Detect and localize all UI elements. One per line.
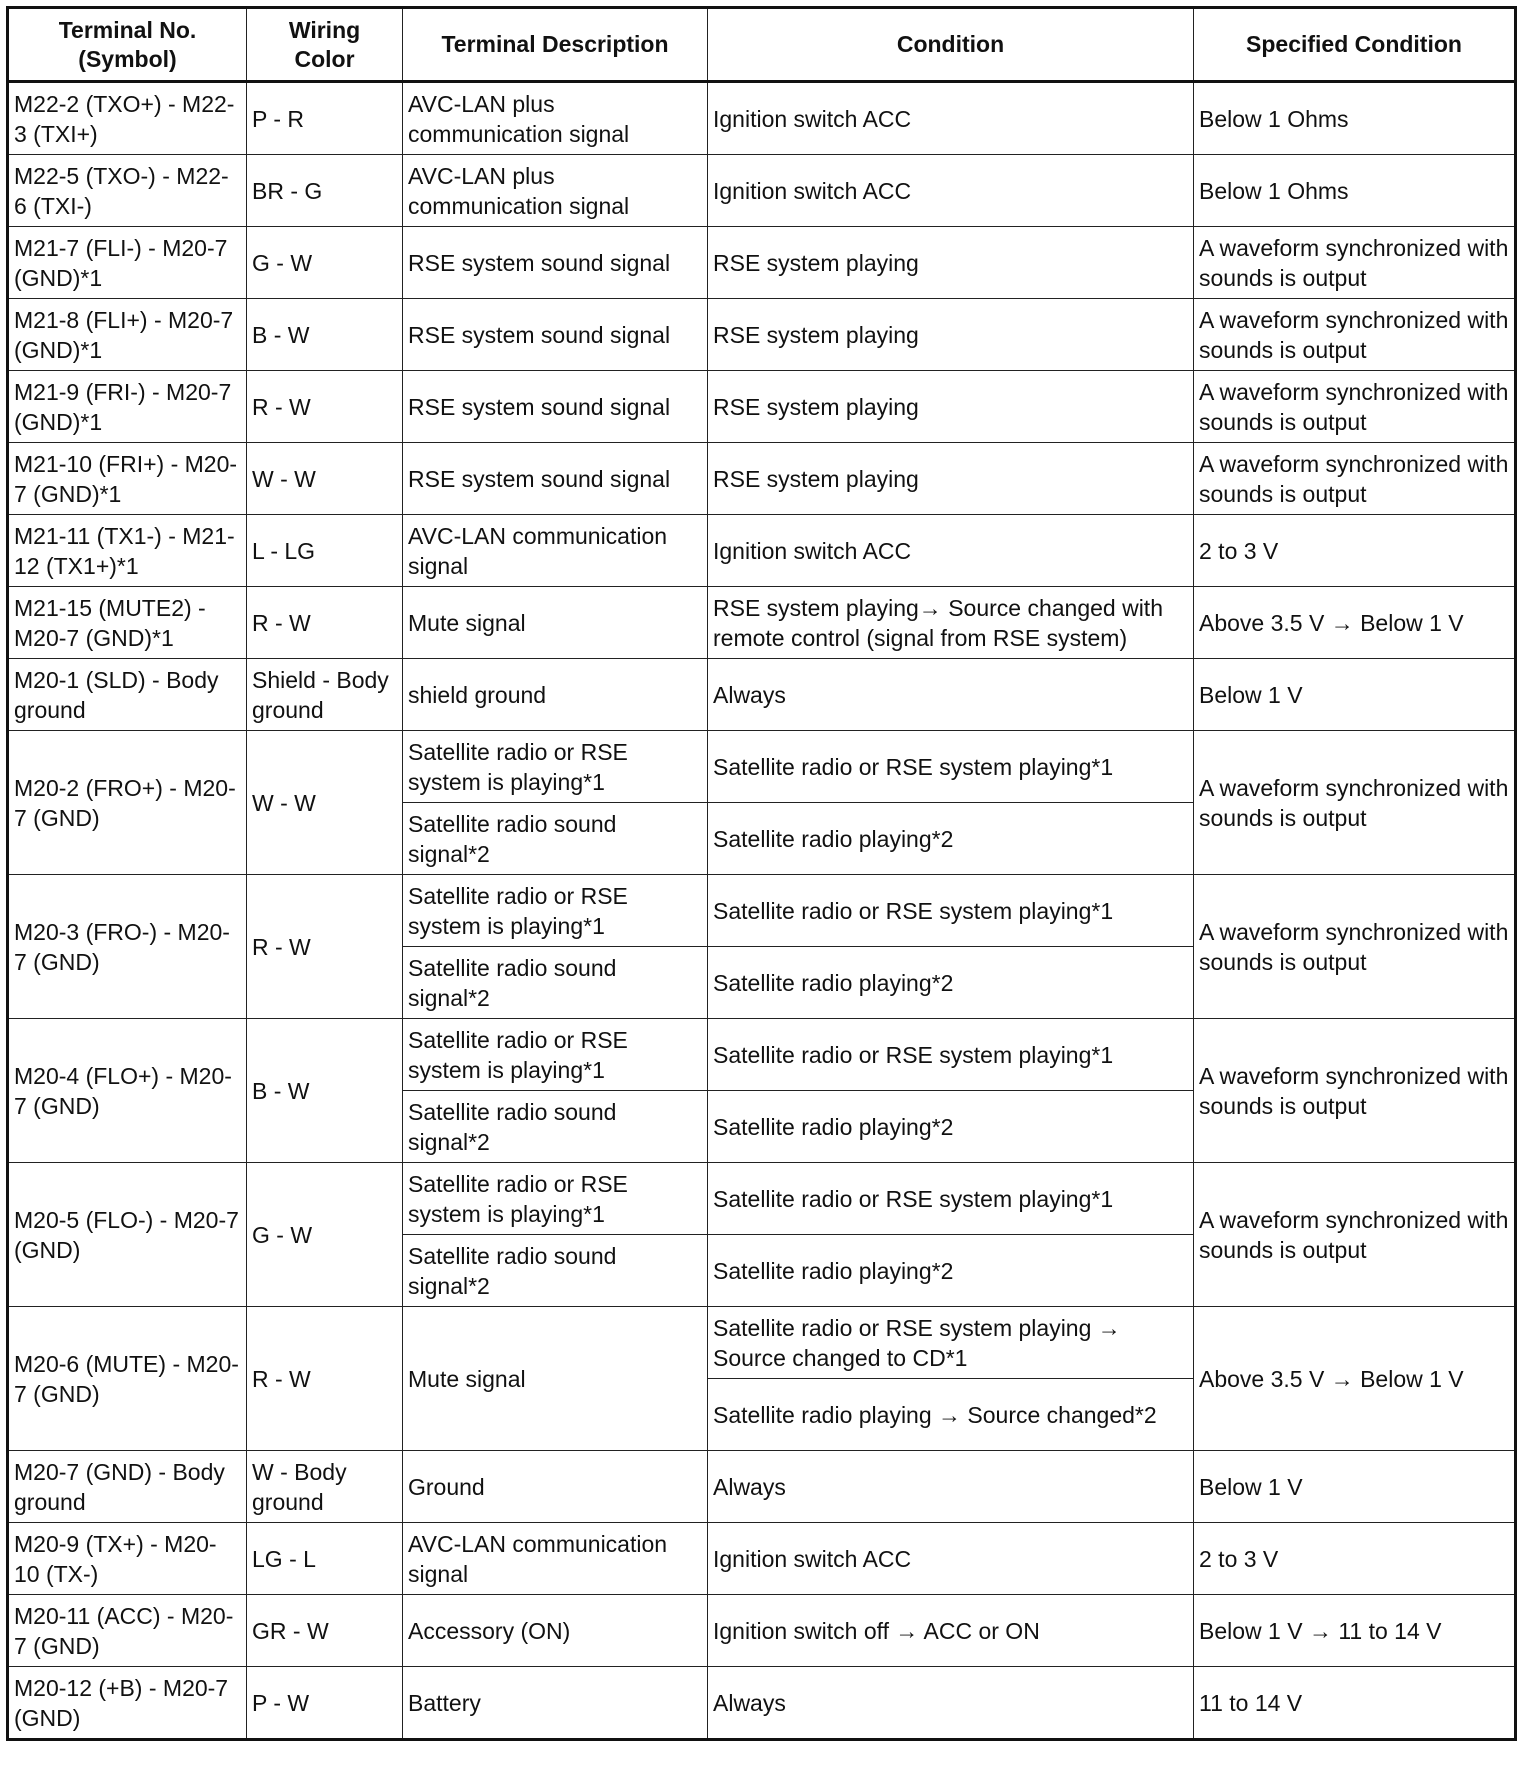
specified-condition-cell: A waveform synchronized with sounds is output [1194, 371, 1516, 443]
header-specified-condition: Specified Condition [1194, 8, 1516, 82]
table-row [8, 1163, 1516, 1235]
header-wiring-color: Wiring Color [247, 8, 403, 82]
table-row [8, 1307, 1516, 1379]
wiring-color-cell: W - W [247, 443, 403, 515]
wiring-color-cell: G - W [247, 227, 403, 299]
terminal-cell: M20-3 (FRO-) - M20-7 (GND) [8, 875, 247, 1019]
wiring-color-cell: B - W [247, 299, 403, 371]
header-terminal-no: Terminal No. (Symbol) [8, 8, 247, 82]
terminal-description-cell: Satellite radio or RSE system is playing*1 [403, 731, 708, 803]
terminal-description-cell: RSE system sound signal [403, 443, 708, 515]
terminal-cell: M20-6 (MUTE) - M20-7 (GND) [8, 1307, 247, 1451]
terminal-cell: M20-2 (FRO+) - M20-7 (GND) [8, 731, 247, 875]
wiring-color-cell: R - W [247, 371, 403, 443]
specified-condition-cell: 2 to 3 V [1194, 1523, 1516, 1595]
condition-cell: Ignition switch ACC [708, 515, 1194, 587]
terminal-description-cell: Satellite radio sound signal*2 [403, 1235, 708, 1307]
table-row [8, 659, 1516, 731]
terminal-cell: M21-10 (FRI+) - M20-7 (GND)*1 [8, 443, 247, 515]
condition-cell: Ignition switch ACC [708, 155, 1194, 227]
condition-cell: Always [708, 659, 1194, 731]
terminal-cell: M20-4 (FLO+) - M20-7 (GND) [8, 1019, 247, 1163]
specified-condition-cell: Above 3.5 V → Below 1 V [1194, 587, 1516, 659]
condition-cell: RSE system playing [708, 443, 1194, 515]
table-row [8, 299, 1516, 371]
condition-cell: Satellite radio playing → Source changed*2 [708, 1379, 1194, 1451]
condition-cell: Satellite radio playing*2 [708, 1235, 1194, 1307]
table-row [8, 587, 1516, 659]
wiring-color-cell: R - W [247, 1307, 403, 1451]
condition-cell: Ignition switch off → ACC or ON [708, 1595, 1194, 1667]
header-condition: Condition [708, 8, 1194, 82]
terminal-description-cell: RSE system sound signal [403, 227, 708, 299]
condition-cell: RSE system playing [708, 299, 1194, 371]
table-row [8, 82, 1516, 155]
wiring-color-cell: W - Body ground [247, 1451, 403, 1523]
terminal-description-cell: RSE system sound signal [403, 371, 708, 443]
terminal-description-cell: Satellite radio or RSE system is playing*1 [403, 875, 708, 947]
terminal-description-cell: Satellite radio sound signal*2 [403, 947, 708, 1019]
wiring-color-cell: L - LG [247, 515, 403, 587]
condition-cell: Satellite radio playing*2 [708, 1091, 1194, 1163]
terminal-cell: M20-7 (GND) - Body ground [8, 1451, 247, 1523]
terminal-description-cell: shield ground [403, 659, 708, 731]
condition-cell: RSE system playing→ Source changed with remote control (signal from RSE system) [708, 587, 1194, 659]
wiring-color-cell: GR - W [247, 1595, 403, 1667]
condition-cell: Satellite radio or RSE system playing*1 [708, 1163, 1194, 1235]
wiring-color-cell: P - R [247, 82, 403, 155]
terminal-description-cell: Satellite radio or RSE system is playing*1 [403, 1163, 708, 1235]
terminal-description-cell: Ground [403, 1451, 708, 1523]
condition-cell: Satellite radio or RSE system playing*1 [708, 1019, 1194, 1091]
terminal-description-cell: Mute signal [403, 1307, 708, 1451]
specified-condition-cell: 11 to 14 V [1194, 1667, 1516, 1740]
wiring-color-cell: Shield - Body ground [247, 659, 403, 731]
specified-condition-cell: A waveform synchronized with sounds is output [1194, 1019, 1516, 1163]
condition-cell: Satellite radio or RSE system playing*1 [708, 875, 1194, 947]
table-row [8, 1451, 1516, 1523]
terminal-description-cell: AVC-LAN plus communication signal [403, 82, 708, 155]
wiring-color-cell: G - W [247, 1163, 403, 1307]
terminal-description-cell: AVC-LAN communication signal [403, 515, 708, 587]
condition-cell: Satellite radio or RSE system playing → Source changed to CD*1 [708, 1307, 1194, 1379]
table-row [8, 1019, 1516, 1091]
condition-cell: Always [708, 1451, 1194, 1523]
specified-condition-cell: Below 1 V → 11 to 14 V [1194, 1595, 1516, 1667]
terminal-cell: M20-1 (SLD) - Body ground [8, 659, 247, 731]
specified-condition-cell: A waveform synchronized with sounds is output [1194, 875, 1516, 1019]
terminal-cell: M20-12 (+B) - M20-7 (GND) [8, 1667, 247, 1740]
terminal-inspection-table [6, 6, 1517, 1741]
wiring-color-cell: LG - L [247, 1523, 403, 1595]
condition-cell: Always [708, 1667, 1194, 1740]
condition-cell: Satellite radio playing*2 [708, 947, 1194, 1019]
wiring-color-cell: W - W [247, 731, 403, 875]
table-row [8, 227, 1516, 299]
specified-condition-cell: Above 3.5 V → Below 1 V [1194, 1307, 1516, 1451]
terminal-cell: M22-5 (TXO-) - M22-6 (TXI-) [8, 155, 247, 227]
table-row [8, 443, 1516, 515]
terminal-description-cell: Battery [403, 1667, 708, 1740]
table-row [8, 1667, 1516, 1740]
table-row [8, 515, 1516, 587]
terminal-description-cell: Accessory (ON) [403, 1595, 708, 1667]
terminal-description-cell: Mute signal [403, 587, 708, 659]
specified-condition-cell: Below 1 V [1194, 1451, 1516, 1523]
table-row [8, 1523, 1516, 1595]
table-row [8, 1595, 1516, 1667]
wiring-color-cell: BR - G [247, 155, 403, 227]
terminal-description-cell: RSE system sound signal [403, 299, 708, 371]
terminal-description-cell: Satellite radio sound signal*2 [403, 1091, 708, 1163]
terminal-cell: M21-11 (TX1-) - M21-12 (TX1+)*1 [8, 515, 247, 587]
specified-condition-cell: A waveform synchronized with sounds is output [1194, 299, 1516, 371]
wiring-color-cell: P - W [247, 1667, 403, 1740]
terminal-description-cell: Satellite radio sound signal*2 [403, 803, 708, 875]
wiring-color-cell: B - W [247, 1019, 403, 1163]
table-row [8, 155, 1516, 227]
condition-cell: Ignition switch ACC [708, 82, 1194, 155]
header-terminal-description: Terminal Description [403, 8, 708, 82]
terminal-description-cell: Satellite radio or RSE system is playing*1 [403, 1019, 708, 1091]
condition-cell: RSE system playing [708, 371, 1194, 443]
wiring-color-cell: R - W [247, 875, 403, 1019]
terminal-description-cell: AVC-LAN plus communication signal [403, 155, 708, 227]
terminal-cell: M21-15 (MUTE2) - M20-7 (GND)*1 [8, 587, 247, 659]
terminal-cell: M20-11 (ACC) - M20-7 (GND) [8, 1595, 247, 1667]
table-row [8, 875, 1516, 947]
terminal-cell: M21-8 (FLI+) - M20-7 (GND)*1 [8, 299, 247, 371]
wiring-color-cell: R - W [247, 587, 403, 659]
specified-condition-cell: A waveform synchronized with sounds is output [1194, 731, 1516, 875]
specified-condition-cell: 2 to 3 V [1194, 515, 1516, 587]
terminal-cell: M21-9 (FRI-) - M20-7 (GND)*1 [8, 371, 247, 443]
table-row [8, 731, 1516, 803]
specified-condition-cell: Below 1 V [1194, 659, 1516, 731]
condition-cell: Ignition switch ACC [708, 1523, 1194, 1595]
terminal-cell: M21-7 (FLI-) - M20-7 (GND)*1 [8, 227, 247, 299]
header-row [8, 8, 1516, 82]
condition-cell: Satellite radio or RSE system playing*1 [708, 731, 1194, 803]
specified-condition-cell: A waveform synchronized with sounds is output [1194, 443, 1516, 515]
terminal-cell: M20-5 (FLO-) - M20-7 (GND) [8, 1163, 247, 1307]
specified-condition-cell: Below 1 Ohms [1194, 155, 1516, 227]
specified-condition-cell: Below 1 Ohms [1194, 82, 1516, 155]
specified-condition-cell: A waveform synchronized with sounds is output [1194, 227, 1516, 299]
terminal-cell: M20-9 (TX+) - M20-10 (TX-) [8, 1523, 247, 1595]
specified-condition-cell: A waveform synchronized with sounds is output [1194, 1163, 1516, 1307]
table-row [8, 371, 1516, 443]
terminal-cell: M22-2 (TXO+) - M22-3 (TXI+) [8, 82, 247, 155]
condition-cell: Satellite radio playing*2 [708, 803, 1194, 875]
condition-cell: RSE system playing [708, 227, 1194, 299]
terminal-description-cell: AVC-LAN communication signal [403, 1523, 708, 1595]
